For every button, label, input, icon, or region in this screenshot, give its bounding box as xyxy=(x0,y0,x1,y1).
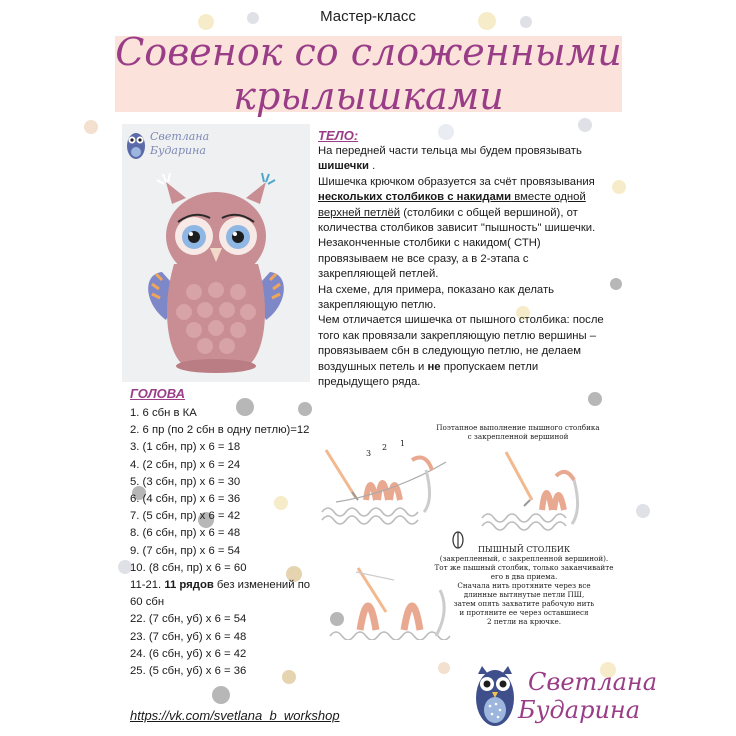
step-label: 1 xyxy=(400,440,406,448)
pattern-row xyxy=(130,577,320,611)
puff-stitch-line: затем опять захватите рабочую нить xyxy=(453,599,595,608)
diagram-caption-line: Поэтапное выполнение пышного столбика xyxy=(436,423,600,432)
pattern-row: 24. (6 сбн, уб) х 6 = 42 xyxy=(130,647,247,660)
decor-dot xyxy=(612,180,626,194)
decor-dot xyxy=(84,120,98,134)
body-text: (столбики с общей вершиной), от количества столбиков зависит "пышность" шишечки. xyxy=(318,206,596,235)
body-text-underline: вместе одной верхней петлёй xyxy=(318,191,586,219)
pattern-row: 8. (6 сбн, пр) х 6 = 48 xyxy=(130,527,241,540)
head-section-heading: ГОЛОВА xyxy=(130,386,186,401)
pattern-row: 25. (5 сбн, уб) х 6 = 36 xyxy=(130,665,247,678)
pattern-row: 23. (7 сбн, уб) х 6 = 48 xyxy=(130,630,247,643)
puff-stitch-line: Тот же пышный столбик, только заканчивайте xyxy=(434,563,614,572)
pattern-row: 7. (5 сбн, пр) х 6 = 42 xyxy=(130,510,241,523)
pattern-row: 5. (3 сбн, пр) х 6 = 30 xyxy=(130,475,241,488)
decor-dot xyxy=(610,278,622,290)
workshop-link[interactable]: https://vk.com/svetlana_b_workshop xyxy=(130,708,340,723)
body-heading: ТЕЛО: xyxy=(318,128,359,143)
pattern-row: 2. 6 пр (по 2 сбн в одну петлю)=12 xyxy=(130,424,310,437)
owl-photo xyxy=(122,124,310,382)
step-label: 3 xyxy=(366,449,372,458)
diagram-caption-line: с закрепленной вершиной xyxy=(467,432,569,441)
body-text-bold: не xyxy=(427,360,441,373)
photo-author-signature xyxy=(150,130,209,158)
photo-author-line2: Бударина xyxy=(150,144,206,157)
decor-dot xyxy=(438,662,450,674)
body-text-emphasis: нескольких столбиков с накидами xyxy=(318,191,512,204)
signature-line2: Бударина xyxy=(518,696,641,724)
decor-dot xyxy=(588,392,602,406)
pattern-row: 3. (1 сбн, пр) х 6 = 18 xyxy=(130,441,241,454)
body-text-bold: шишечки xyxy=(318,160,369,173)
pattern-row-text: 11-21. xyxy=(130,579,165,592)
page-title-line1: Совенок со сложенными xyxy=(115,30,622,74)
body-description xyxy=(318,144,608,391)
pattern-row-text: без изменений по 60 сбн xyxy=(130,579,311,609)
diagram-caption-top xyxy=(420,423,616,441)
puff-stitch-line: длинные вытянутые петли ПШ, xyxy=(463,590,585,599)
owl-logo-icon xyxy=(472,664,518,730)
step-label: 2 xyxy=(382,443,388,452)
header-label: Мастер-класс xyxy=(320,8,416,25)
pattern-row: 22. (7 сбн, уб) х 6 = 54 xyxy=(130,613,247,626)
pattern-row: 10. (8 сбн, пр) х 6 = 60 xyxy=(130,561,247,574)
puff-stitch-description xyxy=(432,545,616,626)
decor-dot xyxy=(636,504,650,518)
pattern-row-bold: 11 рядов xyxy=(164,579,214,592)
pattern-row: 1. 6 сбн в КА xyxy=(130,407,197,419)
pattern-row: 9. (7 сбн, пр) х 6 = 54 xyxy=(130,544,241,557)
owl-illustration xyxy=(122,124,310,382)
body-paragraph-5 xyxy=(318,313,608,390)
puff-stitch-line: Сначала нить протяните через все xyxy=(457,581,591,590)
puff-stitch-title: ПЫШНЫЙ СТОЛБИК xyxy=(477,545,571,554)
puff-stitch-line: 2 петли на крючке. xyxy=(486,617,561,626)
decor-dot xyxy=(578,118,592,132)
puff-stitch-line: (закрепленный, с закрепленной вершиной). xyxy=(439,554,609,563)
body-text: . xyxy=(368,160,376,173)
photo-author-line1: Светлана xyxy=(150,130,210,143)
decor-dot xyxy=(212,686,230,704)
page-title-line2: крылышками xyxy=(233,74,504,118)
body-paragraph-4: На схеме, для примера, показано как делать закрепляющую петлю. xyxy=(318,283,555,312)
puff-stitch-line: и протяните ее через оставшиеся xyxy=(459,608,589,617)
signature-line1: Светлана xyxy=(528,668,657,696)
body-text: Шишечка крючком образуется за счёт провязывания xyxy=(318,175,595,188)
head-rows-list xyxy=(130,405,320,680)
body-paragraph-1 xyxy=(318,144,608,175)
body-paragraph-2 xyxy=(318,175,608,237)
body-text: пропускаем петли предыдущего ряда. xyxy=(318,360,539,389)
pattern-row: 4. (2 сбн, пр) х 6 = 24 xyxy=(130,458,241,471)
body-paragraph-3: Незаконченные столбики с накидом( СТН) провязываем не все сразу, а в 2-этапа с закрепляющей петлей. xyxy=(318,237,541,281)
body-text: Чем отличается шишечка от пышного столбика: после того как провязали закрепляющую петлю вершины – провязываем сбн в следующую петлю, не делаем воздушных петель и xyxy=(318,314,604,373)
pattern-row: 6. (4 сбн, пр) х 6 = 36 xyxy=(130,493,241,506)
puff-stitch-line: его в два приема. xyxy=(490,572,558,581)
author-logo-icon xyxy=(127,133,145,159)
body-text: На передней части тельца мы будем провязывать xyxy=(318,145,582,157)
decor-dot xyxy=(438,124,454,140)
